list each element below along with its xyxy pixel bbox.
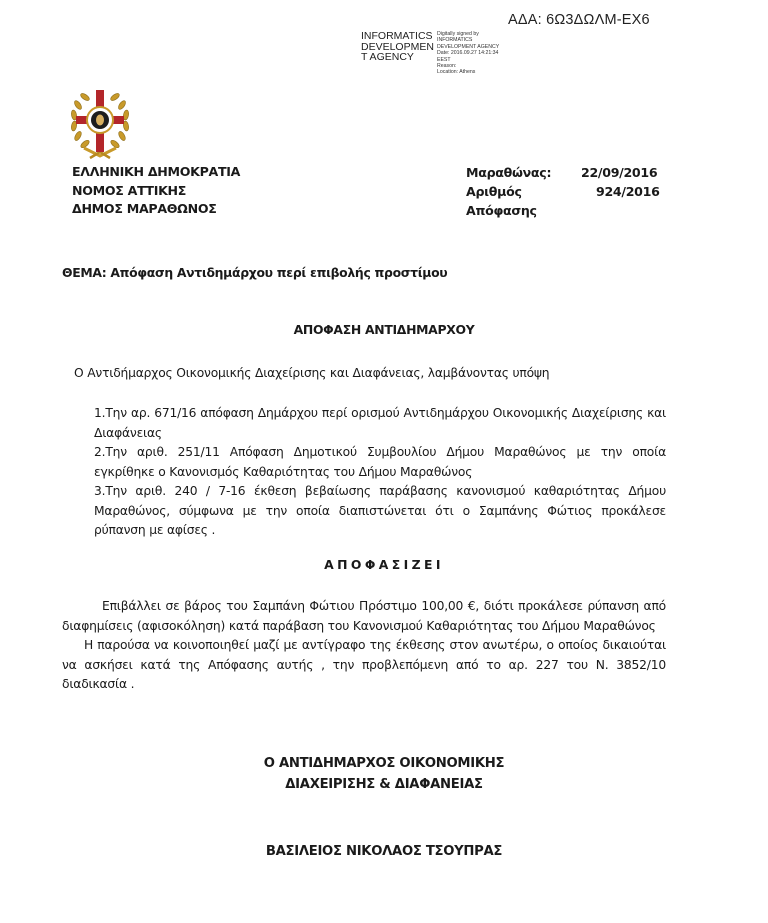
issuer-header [72, 163, 240, 219]
consideration-item: 2.Την αριθ. 251/11 Απόφαση Δημοτικού Συμβουλίου Δήμου Μαραθώνος με την οποία εγκρίθηκε ο Κανονισμός Καθαριότητας του Δήμου Μαραθώνος [94, 445, 666, 479]
signatory-name: ΒΑΣΙΛΕΙΟΣ ΝΙΚΟΛΑΟΣ ΤΣΟΥΠΡΑΣ [265, 844, 503, 859]
country-line: ΕΛΛΗΝΙΚΗ ΔΗΜΟΚΡΑΤΙΑ [72, 164, 241, 179]
subject-line: ΘΕΜΑ: Απόφαση Αντιδημάρχου περί επιβολής προστίμου [62, 265, 448, 280]
digital-signature-details: Digitally signed by INFORMATICS DEVELOPMENT AGENCY Date: 2016.09.27 14:21:34 EEST Reason: Location: Athens [437, 31, 500, 76]
consideration-item: 3.Την αριθ. 240 / 7-16 έκθεση βεβαίωσης παράβασης κανονισμού καθαριότητας Δήμου Μαραθώνος, σύμφωνα με την οποία διαπιστώνεται ότι ο Σαμπάνης Φώτιος προκάλεσε ρύπανση με αφίσες . [94, 484, 666, 537]
place-label: Μαραθώνας: [466, 165, 552, 180]
decision-number-label: Αριθμός Απόφασης [466, 184, 537, 218]
municipality-emblem-icon [64, 86, 136, 162]
document-date: 22/09/2016 [581, 165, 658, 180]
prefecture-line: ΝΟΜΟΣ ΑΤΤΙΚΗΣ [72, 182, 187, 198]
intro-paragraph: Ο Αντιδήμαρχος Οικονομικής Διαχείρισης και Διαφάνειας, λαμβάνοντας υπόψη [74, 366, 550, 380]
ada-code: ΑΔΑ: 6Ω3ΔΩΛΜ-ΕΧ6 [508, 12, 650, 28]
decides-heading: ΑΠΟΦΑΣΙΖΕΙ [324, 557, 444, 572]
considerations-list [94, 404, 666, 541]
document-meta [466, 163, 660, 220]
consideration-item: 1.Την αρ. 671/16 απόφαση Δημάρχου περί ορισμού Αντιδημάρχου Οικονομικής Διαχείρισης και Διαφάνειας [94, 406, 666, 440]
digital-signature-org: INFORMATICS DEVELOPMEN T AGENCY [361, 30, 434, 63]
municipality-line: ΔΗΜΟΣ ΜΑΡΑΘΩΝΟΣ [72, 201, 217, 216]
decision-number: 924/2016 [596, 184, 660, 199]
notification-paragraph: Η παρούσα να κοινοποιηθεί μαζί με αντίγραφο της έκθεσης στον ανωτέρω, ο οποίος δικαιούται να ασκήσει κατά της Απόφασης αυτής , την προβλεπόμενη από το αρ. 227 του Ν. 3852/10 διαδικασία . [62, 638, 666, 691]
decision-title: ΑΠΟΦΑΣΗ ΑΝΤΙΔΗΜΑΡΧΟΥ [293, 322, 475, 337]
decision-body [62, 597, 666, 695]
signatory-title: Ο ΑΝΤΙΔΗΜΑΡΧΟΣ ΟΙΚΟΝΟΜΙΚΗΣ ΔΙΑΧΕΙΡΙΣΗΣ & ΔΙΑΦΑΝΕΙΑΣ [263, 756, 505, 792]
fine-paragraph: Επιβάλλει σε βάρος του Σαμπάνη Φώτιου Πρόστιμο 100,00 €, διότι προκάλεσε ρύπανση από διαφημίσεις (αφισοκόληση) κατά παράβαση του Κανονισμού Καθαριότητας του Δήμου Μαραθώνος [62, 599, 666, 633]
